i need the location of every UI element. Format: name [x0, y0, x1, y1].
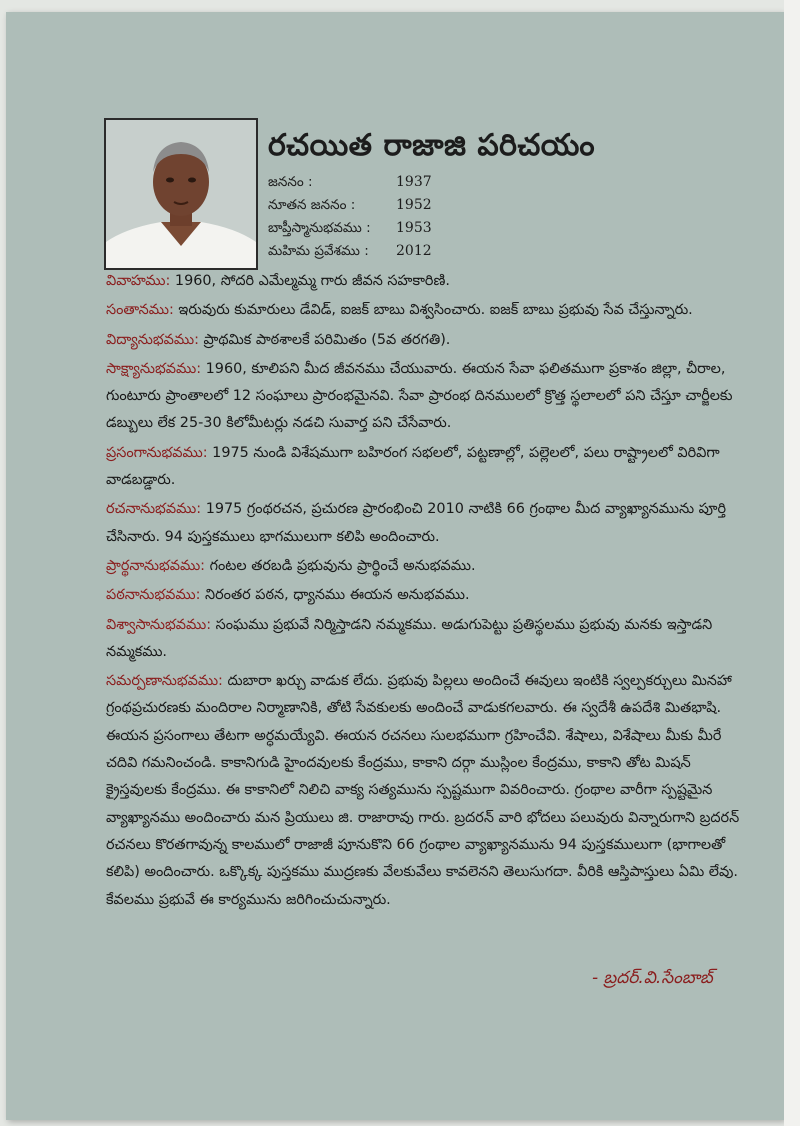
section-text: ఇరువురు కుమారులు డేవిడ్, ఐజక్ బాబు విశ్వసించారు. ఐజక్ బాబు ప్రభువు సేవ చేస్తున్నారు.	[173, 302, 693, 319]
fact-year: 1952	[396, 197, 432, 213]
section-text: దుబారా ఖర్చు వాడుక లేదు. ప్రభువు పిల్లలు అందించే ఈవులు ఇంటికి స్వల్పకర్చులు మినహా గ్రంథప్రచురణకు మందిరాల నిర్మాణానికి, తోటి సేవకులకు అందించే వాడుకగలవారు. ఈ స్వదేశీ ఉపదేశి మితభాషి. ఈయన ప్రసంగాలు తేటగా అర్ధమయ్యేవి. ఈయన రచనలు సులభముగా గ్రహించేవి. శేషాలు, విశేషాలు మీకు మీరే చదివి గమనించండి. కాకానిగుడి హైందవులకు కేంద్రము, కాకాని దర్గా ముస్లింల కేంద్రము, కాకాని తోట మిషన్ క్రైస్తవులకు కేంద్రము. ఈ కాకానిలో నిలిచి వాక్య సత్యమును స్పష్టముగా వివరించారు. గ్రంథాల వారీగా స్పష్టమైన వ్యాఖ్యానము అందించారు మన ప్రియులు జి. రాజారావు గారు. బ్రదరన్ వారి భోదలు పలువురు విన్నారుగాని బ్రదరన్ రచనలు కొరతగావున్న కాలములో రాజాజీ పూనుకొని 66 గ్రంథాల వ్యాఖ్యానమును 94 పుస్తకములుగా (భాగాలతో కలిపి) అందించారు. ఒక్కొక్క పుస్తకము ముద్రణకు వేలకువేలు కావలెనని తెలుసుగదా. వీరికి ఆస్తిపాస్తులు ఏమి లేవు. కేవలము ప్రభువే ఈ కార్యమును జరిగించుచున్నారు.	[106, 673, 740, 908]
section-children	[106, 297, 744, 324]
section-marriage	[106, 268, 744, 295]
section-text: 1960, కూలిపని మీద జీవనము చేయువారు. ఈయన సేవా ఫలితముగా ప్రకాశం జిల్లా, చీరాల, గుంటూరు ప్రాంతాలలో 12 సంఘాలు ప్రారంభమైనవి. సేవా ప్రారంభ దినములలో క్రొత్త స్థలాలలో పని చేస్తూ చార్జీలకు డబ్బులు లేక 25-30 కిలోమీటర్లు నడచి సువార్త పని చేసేవారు.	[106, 360, 733, 432]
author-portrait-image	[106, 120, 256, 268]
fact-label: నూతన జననం :	[268, 197, 356, 213]
section-reading	[106, 582, 744, 609]
section-preaching	[106, 440, 744, 495]
fact-birth	[268, 174, 432, 197]
section-label: రచనానుభవము:	[106, 501, 202, 518]
section-text: 1960, సోదరి ఎమేల్మమ్మ గారు జీవన సహకారిణి.	[170, 273, 450, 289]
section-text: 1975 నుండి విశేషముగా బహిరంగ సభలలో, పట్టణాల్లో, పల్లెలలో, పలు రాష్ట్రాలలో విరివిగా వాడబడ్డారు.	[106, 444, 720, 489]
author-signature: - బ్రదర్.వి.సేంబాబ్	[592, 968, 713, 988]
section-label: విద్యానుభవము:	[106, 331, 199, 348]
section-label: ప్రసంగానుభవము:	[106, 444, 208, 461]
section-education	[106, 327, 744, 354]
author-photo	[104, 118, 258, 270]
section-prayer	[106, 553, 744, 580]
section-label: విశ్వాసానుభవము:	[106, 616, 212, 633]
biography-body	[106, 268, 744, 916]
section-text: 1975 గ్రంథరచన, ప్రచురణ ప్రారంభించి 2010 నాటికి 66 గ్రంథాల మీద వ్యాఖ్యానమును పూర్తి చేసినారు. 94 పుస్తకములు భాగములుగా కలిపి అందించారు.	[106, 501, 726, 545]
section-label: వివాహము:	[106, 273, 171, 289]
section-faith	[106, 612, 744, 667]
section-label: పఠనానుభవము:	[106, 587, 201, 604]
section-text: సంఘము ప్రభువే నిర్మిస్తాడని నమ్మకము. అడుగుపెట్టు ప్రతిస్థలము ప్రభువు మనకు ఇస్తాడని నమ్మకము.	[106, 616, 713, 660]
page-edge	[784, 0, 800, 1126]
section-text: నిరంతర పఠన, ధ్యానము ఈయన అనుభవము.	[200, 587, 470, 604]
section-label: సంతానము:	[106, 302, 174, 319]
section-writing	[106, 496, 744, 551]
fact-new-birth	[268, 197, 432, 220]
fact-label: మహిమ ప్రవేశము :	[268, 243, 369, 259]
fact-label: బాప్తీస్మానుభవము :	[268, 220, 371, 236]
fact-year: 1937	[396, 174, 432, 190]
page-title: రచయిత రాజాజి పరిచయం	[268, 128, 596, 163]
section-label: సాక్ష్యానుభవము:	[106, 360, 202, 377]
book-page	[6, 12, 784, 1120]
fact-year: 2012	[396, 243, 432, 259]
section-label: ప్రార్థనానుభవము:	[106, 557, 206, 574]
section-dedication	[106, 668, 744, 914]
section-text: ప్రాథమిక పాఠశాలకే పరిమితం (5వ తరగతి).	[198, 331, 451, 348]
section-label: సమర్పణానుభవము:	[106, 673, 223, 690]
section-testimony	[106, 356, 744, 438]
section-text: గంటల తరబడి ప్రభువును ప్రార్థించే అనుభవము.	[205, 557, 476, 574]
fact-baptism	[268, 220, 432, 243]
fact-label: జననం :	[268, 174, 313, 190]
fact-glory-entry	[268, 243, 432, 266]
author-facts	[268, 174, 432, 266]
fact-year: 1953	[396, 220, 432, 236]
